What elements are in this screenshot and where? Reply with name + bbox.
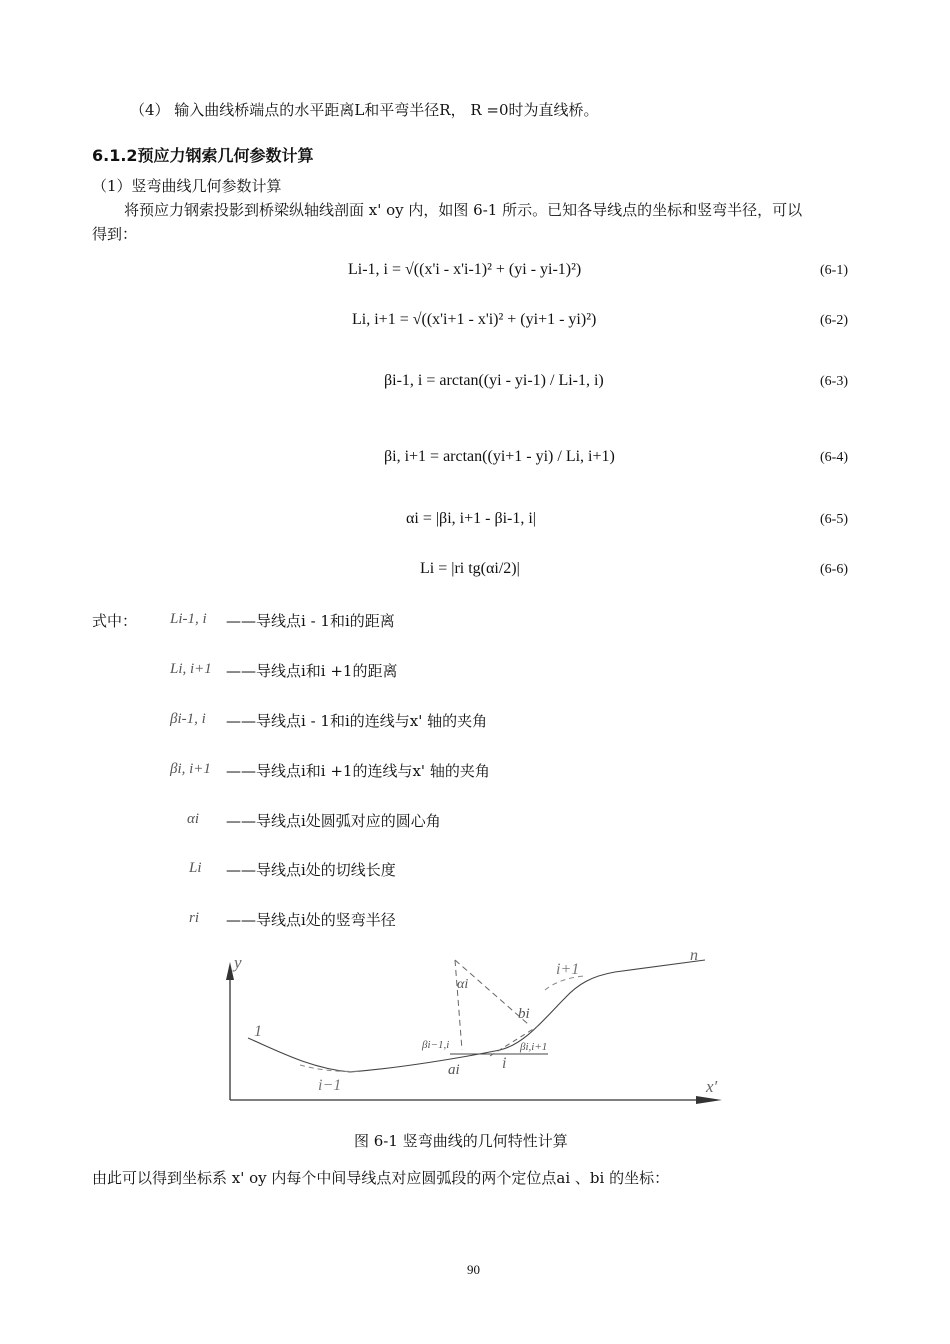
angle-alpha-label: αi [457,977,469,992]
point-a-label: ai [448,1062,460,1078]
equation-number-6-3: (6-3) [820,374,848,389]
def-desc-5: ——导线点i处圆弧对应的圆心角 [226,812,441,830]
equation-6-3: βi-1, i = arctan((yi - yi-1) / Li-1, i) [384,372,604,389]
def-symbol-2: Li, i+1 [170,661,212,677]
vertical-curve-figure [200,940,740,1120]
equation-number-6-4: (6-4) [820,450,848,465]
arc-segment-ip1 [545,976,585,990]
paragraph-line-1: 将预应力钢索投影到桥梁纵轴线剖面 x' oy 内，如图 6-1 所示。已知各导线点的坐标和竖弯半径，可以 [124,201,803,219]
def-symbol-1: Li-1, i [170,611,207,627]
figure-caption: 图 6-1 竖弯曲线的几何特性计算 [354,1132,568,1150]
equation-6-4: βi, i+1 = arctan((yi+1 - yi) / Li, i+1) [384,448,615,465]
intro-item: （4） 输入曲线桥端点的水平距离L和平弯半径R， R =0时为直线桥。 [130,101,599,119]
beta-left-label: βi−1,i [422,1039,450,1051]
beta-right-label: βi,i+1 [520,1041,548,1053]
arc-segment-im1 [300,1065,360,1071]
def-desc-6: ——导线点i处的切线长度 [226,861,396,879]
def-symbol-4: βi, i+1 [170,761,211,777]
page-number: 90 [467,1262,480,1277]
paragraph-line-2: 得到： [92,225,138,243]
def-desc-2: ——导线点i和i +1的距离 [226,662,398,680]
point-label-i-plus-1: i+1 [556,961,580,978]
point-label-n: n [690,947,698,964]
equation-number-6-2: (6-2) [820,313,848,328]
equation-number-6-5: (6-5) [820,512,848,527]
def-symbol-5: αi [187,811,200,827]
point-label-i: i [502,1055,507,1072]
equation-6-5: αi = |βi, i+1 - βi-1, i| [406,510,536,527]
closing-line: 由此可以得到坐标系 x' oy 内每个中间导线点对应圆弧段的两个定位点ai 、bi 的坐标： [92,1169,670,1187]
section-heading: 6.1.2预应力钢索几何参数计算 [92,146,314,165]
def-symbol-6: Li [189,860,202,876]
def-symbol-3: βi-1, i [170,711,206,727]
point-label-i-minus-1: i−1 [318,1077,342,1094]
y-axis-arrow [226,962,234,980]
equation-number-6-6: (6-6) [820,562,848,577]
tendon-curve [248,960,705,1072]
def-desc-4: ——导线点i和i +1的连线与x' 轴的夹角 [226,762,490,780]
radius-line-left [455,960,462,1050]
equation-6-2: Li, i+1 = √((x'i+1 - x'i)² + (yi+1 - yi)²) [352,311,597,328]
def-symbol-7: ri [189,910,200,926]
x-axis-label: x′ [706,1077,718,1096]
def-desc-3: ——导线点i - 1和i的连线与x' 轴的夹角 [226,712,488,730]
subsection-title: （1）竖弯曲线几何参数计算 [92,177,282,195]
x-axis-arrow [696,1096,722,1104]
def-desc-1: ——导线点i - 1和i的距离 [226,612,395,630]
equation-6-6: Li = |ri tg(αi/2)| [420,560,520,577]
y-axis-label: y [234,953,242,972]
equation-number-6-1: (6-1) [820,263,848,278]
equation-6-1: Li-1, i = √((x'i - x'i-1)² + (yi - yi-1)²) [348,261,582,278]
def-desc-7: ——导线点i处的竖弯半径 [226,911,396,929]
point-label-1: 1 [254,1023,262,1040]
point-b-label: bi [518,1006,530,1022]
where-label: 式中： [92,612,138,630]
